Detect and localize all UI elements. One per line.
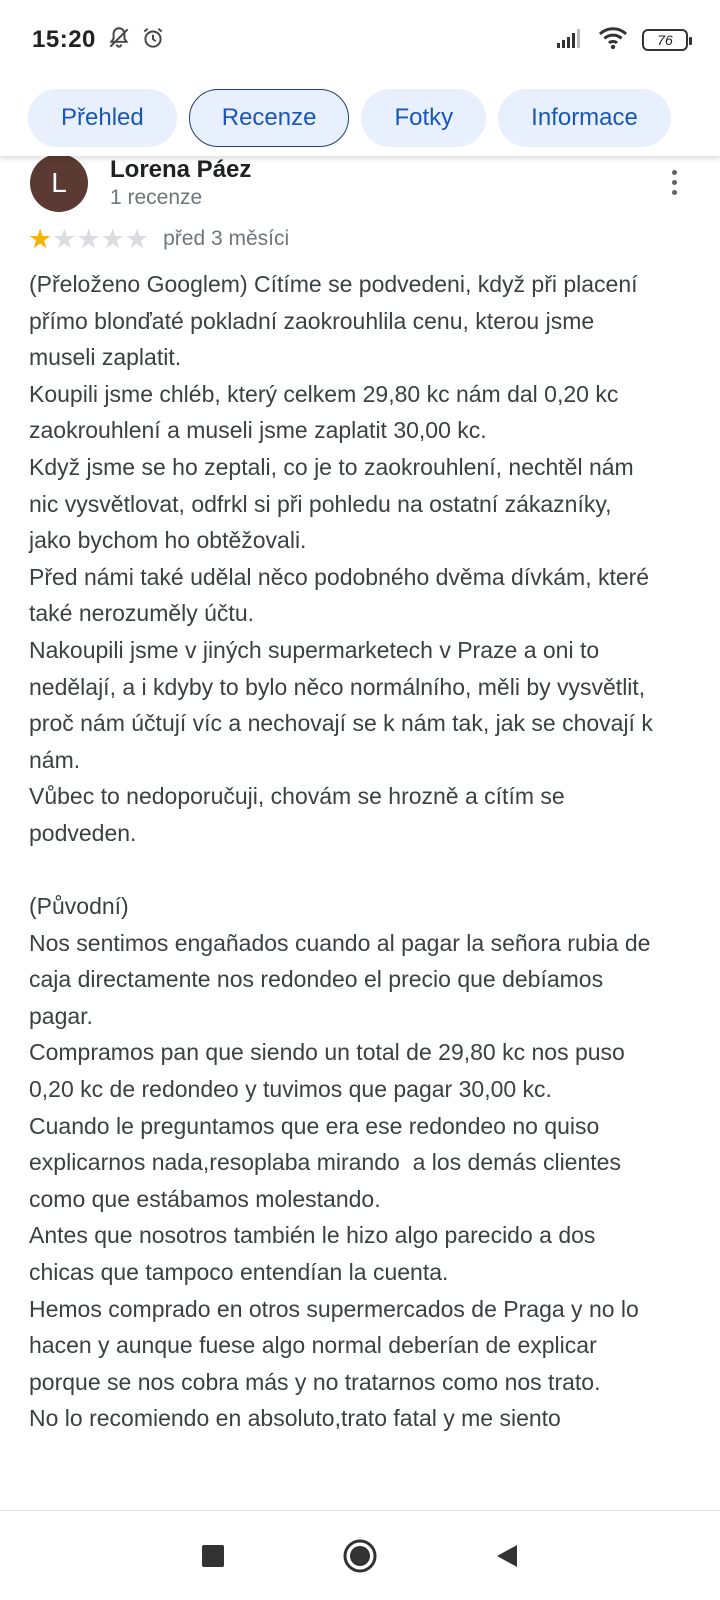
review-date: před 3 měsíci — [163, 227, 290, 250]
more-options-button[interactable] — [660, 162, 688, 202]
star-filled-icon: ★ — [28, 224, 53, 254]
star-empty-icon: ★ — [124, 224, 150, 254]
author-review-count: 1 recenze — [110, 186, 203, 209]
star-empty-icon: ★ — [76, 224, 101, 254]
tab-reviews[interactable]: Recenze — [189, 89, 350, 147]
star-empty-icon: ★ — [100, 224, 125, 254]
status-left-icons — [106, 25, 166, 56]
review-card — [0, 156, 720, 1510]
tab-photos[interactable]: Fotky — [361, 89, 486, 147]
recents-icon — [200, 1543, 226, 1569]
more-dot — [672, 190, 677, 195]
home-button[interactable] — [330, 1526, 390, 1586]
back-icon — [493, 1542, 521, 1570]
star-rating — [28, 224, 149, 254]
alarm-icon — [140, 25, 166, 56]
wifi-icon — [598, 26, 628, 55]
battery-icon: 76 — [642, 29, 688, 51]
status-bar — [0, 0, 720, 80]
rating-row — [28, 224, 289, 254]
home-icon — [342, 1538, 378, 1574]
back-button[interactable] — [477, 1526, 537, 1586]
more-dot — [672, 180, 677, 185]
tab-overview[interactable]: Přehled — [28, 89, 177, 147]
tab-bar — [0, 80, 720, 156]
bell-off-icon — [106, 25, 132, 56]
status-right-icons — [556, 26, 688, 55]
star-empty-icon: ★ — [52, 224, 77, 254]
signal-icon — [556, 27, 584, 54]
status-time: 15:20 — [32, 26, 96, 53]
avatar[interactable]: L — [30, 156, 88, 212]
recents-button[interactable] — [183, 1526, 243, 1586]
author-name[interactable]: Lorena Páez — [110, 156, 252, 183]
navigation-bar — [0, 1510, 720, 1600]
tab-info[interactable]: Informace — [498, 89, 671, 147]
review-text: (Přeloženo Googlem) Cítíme se podvedeni, když při placení přímo blonďaté pokladní zaokrouhlila cenu, kterou jsme museli zaplatit. Koupili jsme chléb, který celkem 29,80 kc nám dal 0,20 kc zaokrouhlení a museli jsme zaplatit 30,00 kc. Když jsme se ho zeptali, co je to zaokrouhlení, nechtěl nám nic vysvětlovat, odfrkl si při pohledu na ostatní zákazníky, jako bychom ho obtěžovali. Před námi také udělal něco podobného dvěma dívkám, které také nerozuměly účtu. Nakoupili jsme v jiných supermarketech v Praze a oni to nedělají, a i kdyby to bylo něco normálního, měli by vysvětlit, proč nám účtují víc a nechovají se k nám tak, jak se chovají k nám. Vůbec to nedoporučuji, chovám se hrozně a cítím se podveden. (Původní) Nos sentimos engañados cuando al pagar la señora rubia de caja directamente nos redondeo el precio que debíamos pagar. Compramos pan que siendo un total de 29,80 kc nos puso 0,20 kc de redondeo y tuvimos que pagar 30,00 kc. Cuando le preguntamos que era ese redondeo no quiso explicarnos nada,resoplaba mirando a los demás clientes como que estábamos molestando. Antes que nosotros también le hizo algo parecido a dos chicas que tampoco entendían la cuenta. Hemos comprado en otros supermercados de Praga y no lo hacen y aunque fuese algo normal deberían de explicar porque se nos cobra más y no tratarnos como nos trato. No lo recomiendo en absoluto,trato fatal y me siento — [29, 271, 653, 1432]
more-dot — [672, 170, 677, 175]
